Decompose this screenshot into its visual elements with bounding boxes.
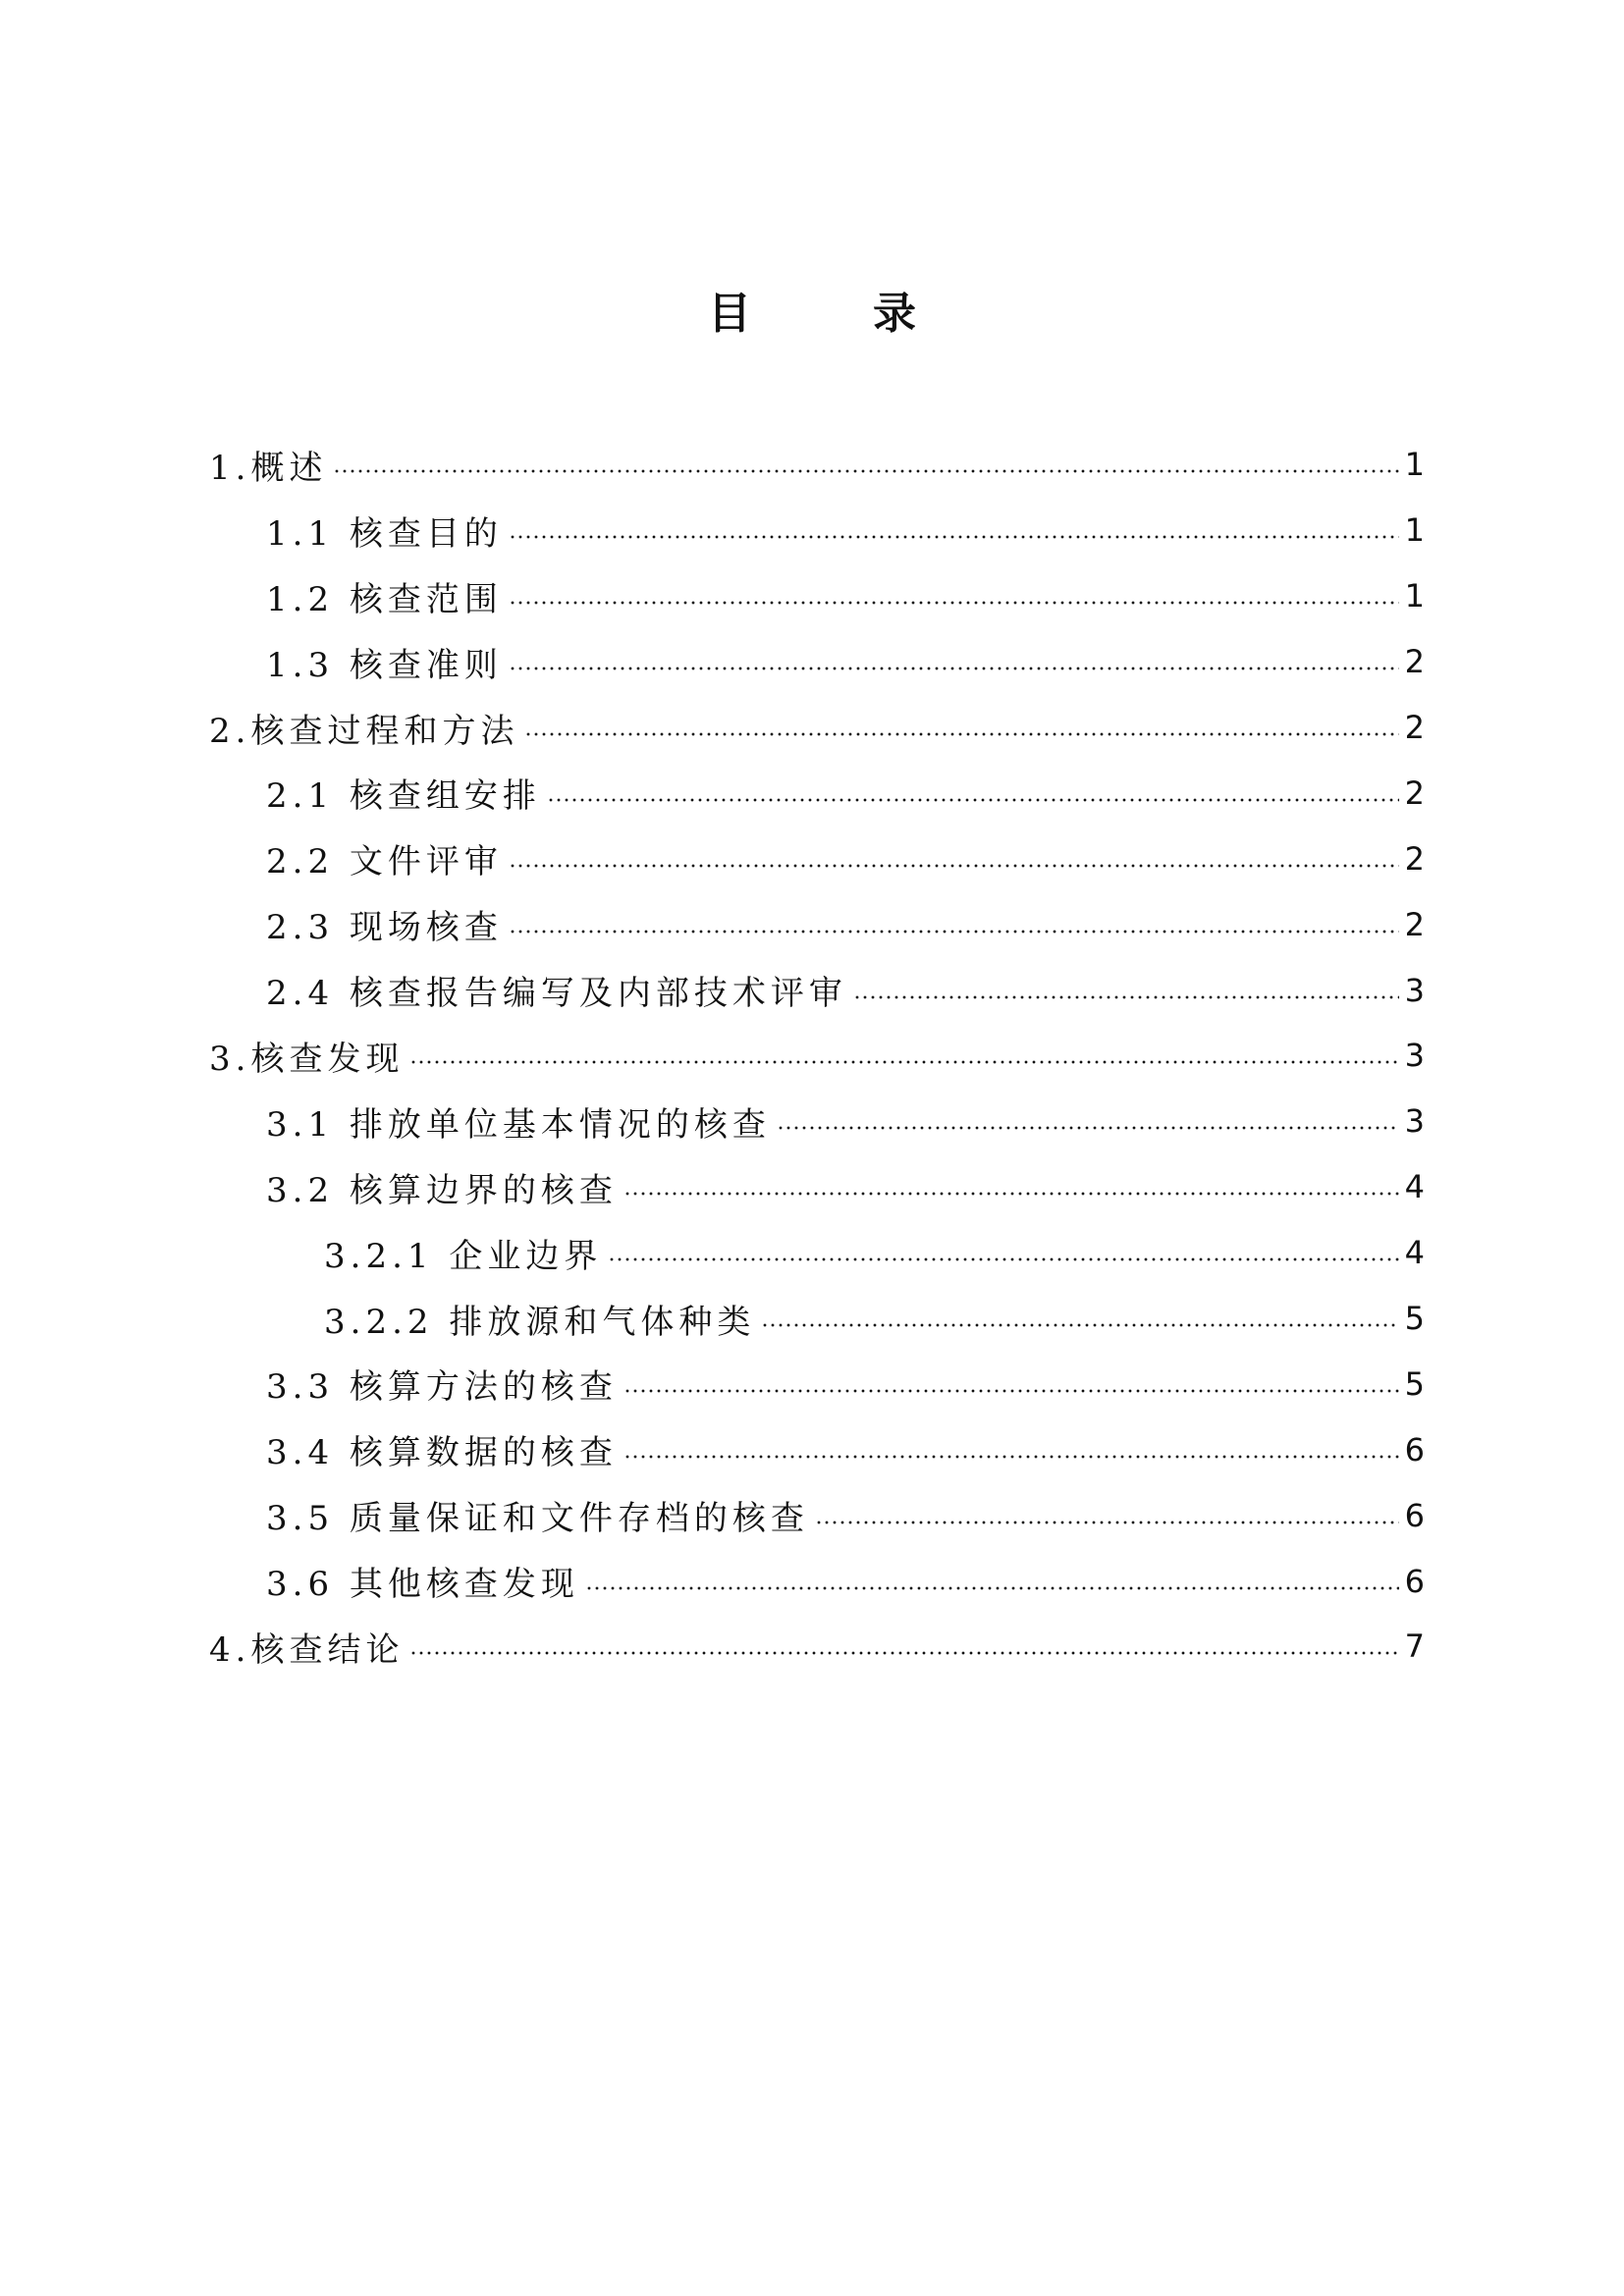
toc-entry-text: 1.概述: [209, 448, 328, 488]
toc-entry-2-1[interactable]: [209, 760, 1425, 826]
toc-page-number: 3: [1404, 1037, 1425, 1075]
toc-page-number: 2: [1404, 709, 1425, 746]
toc-entry-text: 2.3 现场核查: [266, 908, 503, 948]
toc-entry-4[interactable]: [209, 1614, 1425, 1680]
toc-dot-leader: [761, 1323, 1398, 1327]
toc-entry-1-1[interactable]: [209, 498, 1425, 563]
toc-dot-leader: [623, 1455, 1399, 1459]
toc-entry-3-4[interactable]: [209, 1416, 1425, 1482]
toc-page-number: 6: [1404, 1562, 1425, 1600]
toc-entry-1-3[interactable]: [209, 629, 1425, 695]
toc-dot-leader: [623, 1192, 1399, 1196]
toc-dot-leader: [333, 469, 1398, 473]
toc-page-number: 6: [1404, 1496, 1425, 1534]
toc-entry-3-1[interactable]: [209, 1089, 1425, 1154]
toc-dot-leader: [853, 995, 1399, 999]
page-title: 目 录: [708, 289, 955, 339]
toc-dot-leader: [509, 864, 1399, 868]
toc-page-number: 2: [1404, 774, 1425, 812]
toc-entry-text: 3.2 核算边界的核查: [266, 1170, 618, 1210]
toc-entry-text: 3.1 排放单位基本情况的核查: [266, 1104, 771, 1145]
toc-page-number: 1: [1404, 446, 1425, 484]
toc-entry-3[interactable]: [209, 1023, 1425, 1089]
toc-entry-text: 3.3 核算方法的核查: [266, 1367, 618, 1408]
toc-page-number: 4: [1404, 1234, 1425, 1272]
toc-entry-text: 1.2 核查范围: [266, 579, 503, 619]
toc-dot-leader: [524, 732, 1398, 736]
toc-page-number: 2: [1404, 839, 1425, 878]
toc-dot-leader: [409, 1060, 1398, 1064]
toc-entry-1-2[interactable]: [209, 563, 1425, 629]
toc-page-number: 2: [1404, 643, 1425, 681]
toc-page-number: 3: [1404, 1102, 1425, 1141]
toc-dot-leader: [409, 1651, 1398, 1655]
toc-dot-leader: [509, 930, 1399, 934]
toc-entry-3-3[interactable]: [209, 1351, 1425, 1416]
toc-entry-2-3[interactable]: [209, 891, 1425, 957]
toc-entry-2[interactable]: [209, 695, 1425, 761]
toc-dot-leader: [509, 667, 1399, 670]
toc-entry-text: 4.核查结论: [209, 1629, 405, 1670]
toc-entry-text: 3.4 核算数据的核查: [266, 1433, 618, 1473]
toc-entry-text: 2.2 文件评审: [266, 842, 503, 882]
toc-entry-2-4[interactable]: [209, 957, 1425, 1023]
toc-page-number: 1: [1404, 577, 1425, 615]
toc-entry-text: 1.3 核查准则: [266, 645, 503, 685]
toc-entry-3-2-1[interactable]: [209, 1220, 1425, 1286]
toc-entry-1[interactable]: [209, 432, 1425, 498]
toc-entry-3-5[interactable]: [209, 1482, 1425, 1548]
toc-dot-leader: [623, 1389, 1399, 1393]
toc-entry-2-2[interactable]: [209, 826, 1425, 891]
toc-dot-leader: [608, 1257, 1398, 1261]
toc-dot-leader: [509, 601, 1399, 605]
toc-dot-leader: [777, 1126, 1399, 1130]
toc-entry-text: 3.5 质量保证和文件存档的核查: [266, 1499, 809, 1539]
toc-entry-text: 2.4 核查报告编写及内部技术评审: [266, 974, 847, 1014]
toc-entry-3-2-2[interactable]: [209, 1286, 1425, 1352]
toc-entry-text: 3.核查发现: [209, 1039, 405, 1079]
toc-page-number: 4: [1404, 1168, 1425, 1206]
toc-page-number: 2: [1404, 905, 1425, 943]
toc-dot-leader: [815, 1521, 1399, 1524]
toc-page-number: 5: [1404, 1300, 1425, 1338]
toc-entry-3-6[interactable]: [209, 1548, 1425, 1614]
toc-entry-text: 3.2.2 排放源和气体种类: [324, 1302, 756, 1342]
toc-entry-text: 2.1 核查组安排: [266, 776, 541, 817]
table-of-contents: [209, 432, 1425, 1680]
toc-entry-text: 3.6 其他核查发现: [266, 1565, 579, 1605]
toc-dot-leader: [547, 798, 1399, 802]
toc-entry-text: 2.核查过程和方法: [209, 711, 519, 751]
toc-dot-leader: [585, 1586, 1399, 1590]
toc-page-number: 5: [1404, 1364, 1425, 1403]
toc-entry-3-2[interactable]: [209, 1154, 1425, 1220]
toc-entry-text: 3.2.1 企业边界: [324, 1236, 603, 1276]
toc-page-number: 3: [1404, 971, 1425, 1009]
toc-entry-text: 1.1 核查目的: [266, 513, 503, 554]
toc-page-number: 6: [1404, 1430, 1425, 1468]
toc-page-number: 1: [1404, 511, 1425, 550]
toc-dot-leader: [509, 535, 1399, 539]
toc-page-number: 7: [1404, 1628, 1425, 1666]
